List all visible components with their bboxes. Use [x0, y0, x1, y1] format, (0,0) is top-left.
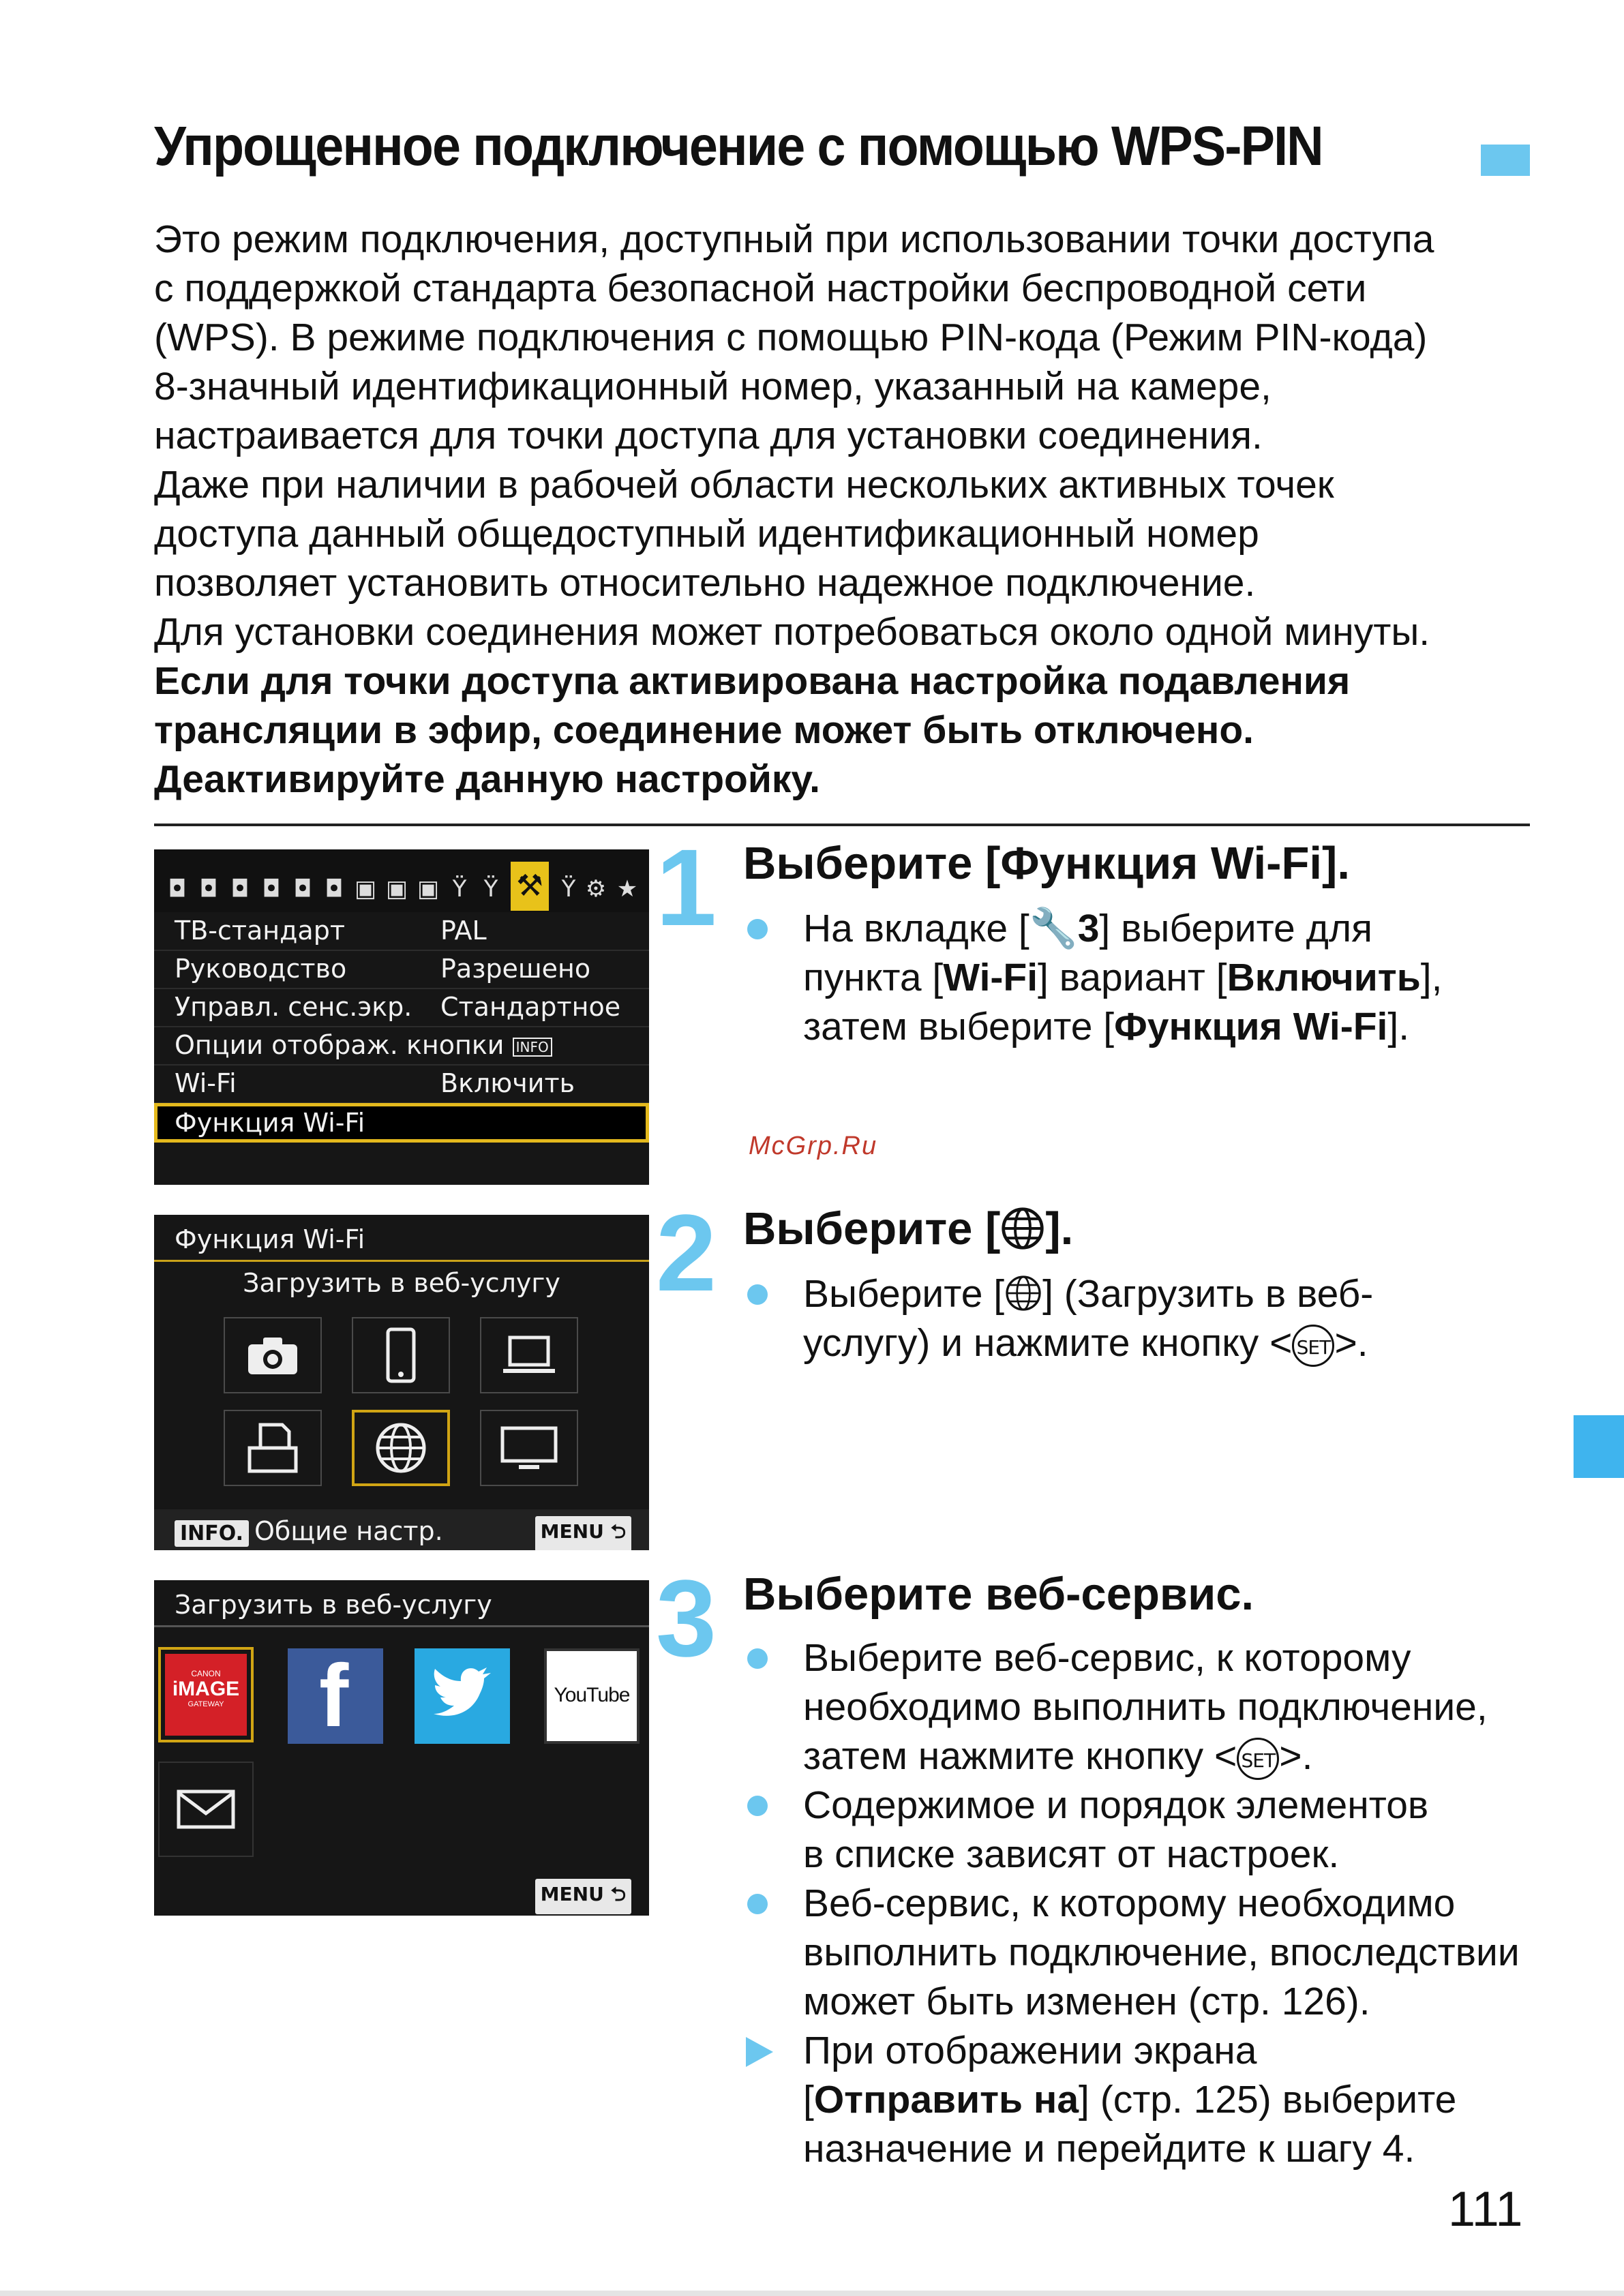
email-icon	[158, 1762, 254, 1857]
camera-menu-screen	[154, 849, 649, 1185]
setup-tab-3-icon: ⚒	[511, 862, 549, 911]
bullet-dot-icon	[747, 1284, 768, 1305]
setup-tab-icon: Ÿ	[452, 875, 467, 903]
title-marker	[1481, 145, 1530, 176]
page-bottom-edge	[0, 2291, 1624, 2296]
menu-row-label: Wi-Fi	[175, 1068, 237, 1098]
menu-return-icon: MENU ⮌	[535, 1879, 631, 1914]
facebook-icon: f	[288, 1648, 383, 1744]
setup-tab-icon: Ÿ	[561, 875, 576, 903]
page-number: 111	[1448, 2182, 1523, 2237]
menu-row	[154, 1027, 649, 1066]
divider	[154, 824, 1530, 826]
menu-row-label: ТВ-стандарт	[175, 916, 345, 946]
step-title: Выберите [Функция Wi-Fi].	[743, 838, 1350, 889]
intro-line: позволяет установить относительно надежное подключение.	[154, 561, 1256, 605]
menu-tab-bar	[154, 849, 649, 912]
intro-line: (WPS). В режиме подключения с помощью PIN-кода (Режим PIN-кода)	[154, 316, 1428, 359]
info-button-icon: INFO.	[175, 1520, 249, 1547]
playback-tab-icon: ▣	[417, 875, 440, 903]
globe-icon	[1004, 1274, 1042, 1312]
menu-row-label: Опции отображ. кнопки INFO	[175, 1027, 552, 1064]
intro-line: с поддержкой стандарта безопасной настройки беспроводной сети	[154, 267, 1367, 310]
camera-tab-icon: ◘	[325, 875, 344, 903]
step-bullets	[743, 1633, 1520, 2173]
bullet-item: Выберите веб-сервис, к которому необходимо выполнить подключение, затем нажмите кнопку < SET >.	[743, 1633, 1520, 1781]
intro-text	[154, 215, 1545, 804]
youtube-icon: YouTube	[544, 1648, 640, 1744]
bullet-item: Выберите [ ] (Загрузить в веб- услугу) и нажмите кнопку < SET >.	[743, 1269, 1373, 1368]
result-item: При отображении экрана [Отправить на] (стр. 125) выберите назначение и перейдите к шагу 4.	[743, 2026, 1520, 2173]
tv-display-icon	[480, 1410, 578, 1486]
bullet-dot-icon	[747, 919, 768, 939]
screen-header: Загрузить в веб-услугу	[175, 1590, 492, 1620]
screen-header: Функция Wi-Fi	[175, 1224, 365, 1254]
menu-row-value: Разрешено	[440, 954, 591, 984]
my-menu-star-icon: ★	[616, 875, 638, 903]
step-title: Выберите веб-сервис.	[743, 1569, 1254, 1620]
twitter-icon	[415, 1648, 510, 1744]
step-number: 2	[656, 1192, 717, 1314]
smartphone-icon	[352, 1317, 450, 1393]
step-number: 3	[656, 1557, 717, 1679]
step-number: 1	[656, 826, 717, 948]
bullet-dot-icon	[747, 1796, 768, 1816]
page-title: Упрощенное подключение с помощью WPS-PIN	[154, 115, 1323, 177]
bullet-dot-icon	[747, 1648, 768, 1669]
menu-row-label: Управл. сенс.экр.	[175, 992, 412, 1022]
camera-tab-icon: ◘	[199, 875, 218, 903]
set-button-icon: SET	[1292, 1325, 1334, 1367]
menu-row-label: Функция Wi-Fi	[175, 1108, 365, 1138]
header-line	[154, 1260, 649, 1262]
canon-image-gateway-icon: CANON iMAGE GATEWAY	[158, 1647, 254, 1742]
menu-row	[154, 950, 649, 989]
intro-line: Для установки соединения может потребоваться около одной минуты.	[154, 610, 1430, 654]
info-button-icon: INFO	[513, 1038, 552, 1057]
warning-line: трансляции в эфир, соединение может быть отключено.	[154, 708, 1254, 752]
set-button-icon: SET	[1237, 1738, 1279, 1780]
menu-row-value: Включить	[440, 1068, 575, 1098]
playback-tab-icon: ▣	[385, 875, 408, 903]
menu-row-value: PAL	[440, 916, 487, 946]
footer-info: INFO. Общие настр.	[175, 1516, 443, 1547]
camera-tab-icon: ◘	[293, 875, 312, 903]
printer-icon	[224, 1410, 322, 1486]
intro-line: доступа данный общедоступный идентификационный номер	[154, 512, 1259, 556]
camera-tab-icon: ◘	[262, 875, 281, 903]
menu-row-value: Стандартное	[440, 992, 621, 1022]
intro-line: настраивается для точки доступа для установки соединения.	[154, 414, 1263, 457]
step-bullets	[743, 1269, 1373, 1368]
globe-icon	[1000, 1206, 1045, 1251]
section-tab-marker	[1574, 1415, 1624, 1478]
custom-tab-icon: ⚙	[585, 875, 607, 903]
wrench-icon: 🔧	[1029, 907, 1078, 950]
intro-line: Это режим подключения, доступный при использовании точки доступа	[154, 217, 1434, 261]
menu-row-label: Руководство	[175, 954, 347, 984]
screen-footer	[154, 1509, 649, 1550]
menu-row	[154, 912, 649, 951]
menu-row	[154, 988, 649, 1027]
intro-line: 8-значный идентификационный номер, указанный на камере,	[154, 365, 1272, 408]
menu-row	[154, 1065, 649, 1104]
bullet-item: Содержимое и порядок элементов в списке зависят от настроек.	[743, 1781, 1520, 1879]
camera-tab-icon: ◘	[168, 875, 187, 903]
warning-line: Деактивируйте данную настройку.	[154, 757, 820, 801]
warning-line: Если для точки доступа активирована настройка подавления	[154, 659, 1351, 703]
computer-icon	[480, 1317, 578, 1393]
step-bullets	[743, 904, 1442, 1051]
playback-tab-icon: ▣	[354, 875, 377, 903]
camera-tab-icon: ◘	[230, 875, 250, 903]
camera-transfer-icon	[224, 1317, 322, 1393]
bullet-item: На вкладке [🔧3] выберите для пункта [Wi-Fi] вариант [Включить], затем выберите [Функция Wi-Fi].	[743, 904, 1442, 1051]
intro-line: Даже при наличии в рабочей области нескольких активных точек	[154, 463, 1334, 507]
menu-return-icon: MENU ⮌	[535, 1516, 631, 1550]
watermark: McGrp.Ru	[749, 1132, 878, 1160]
screen-subtitle: Загрузить в веб-услугу	[243, 1268, 560, 1298]
web-service-globe-icon	[352, 1410, 450, 1486]
setup-tab-icon: Ÿ	[483, 875, 498, 903]
step-title: Выберите [ ].	[743, 1203, 1074, 1254]
result-arrow-icon	[746, 2037, 773, 2067]
web-service-screen	[154, 1580, 649, 1916]
wifi-function-screen	[154, 1215, 649, 1550]
menu-row-selected	[154, 1103, 649, 1143]
bullet-dot-icon	[747, 1894, 768, 1914]
bullet-item: Веб-сервис, к которому необходимо выполнить подключение, впоследствии может быть изменен (стр. 126).	[743, 1879, 1520, 2026]
header-line	[154, 1625, 649, 1627]
